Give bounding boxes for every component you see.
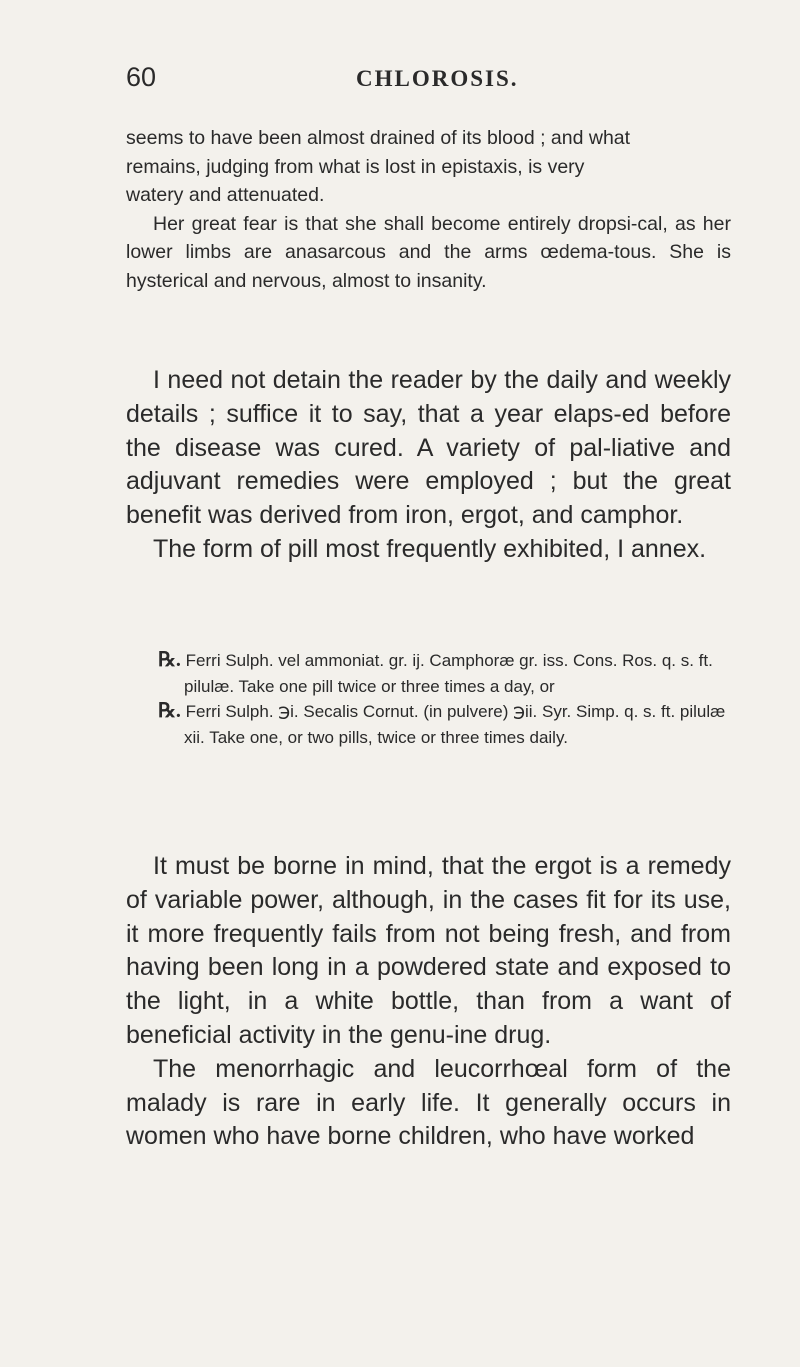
treatment-section	[126, 364, 731, 567]
prescription-item	[158, 699, 728, 750]
case-description	[126, 124, 731, 296]
paragraph: It must be borne in mind, that the ergot is a remedy of variable power, although, in the cases fit for its use, it more frequently fails from not being fresh, and from having been long in a powdered state and exposed to the light, in a white bottle, than from a want of beneficial activity in the genu-ine drug.	[126, 852, 731, 1049]
ergot-discussion	[126, 850, 731, 1154]
prescription-text: Ferri Sulph. ℈i. Secalis Cornut. (in pulvere) ℈ii. Syr. Simp. q. s. ft. pilulæ xii. Take one, or two pills, twice or three times daily.	[184, 702, 726, 747]
prescription-block	[158, 648, 728, 750]
text-line: remains, judging from what is lost in epistaxis, is very	[126, 155, 585, 178]
running-head: CHLOROSIS.	[356, 66, 519, 91]
page-number: 60	[126, 62, 157, 92]
paragraph: The form of pill most frequently exhibited, I annex.	[153, 534, 707, 563]
text-line: seems to have been almost drained of its blood ; and what	[126, 127, 631, 149]
recipe-symbol: ℞.	[158, 649, 181, 671]
prescription-text: Ferri Sulph. vel ammoniat. gr. ij. Camphoræ gr. iss. Cons. Ros. q. s. ft. pilulæ. Take one pill twice or three times a day, or	[184, 651, 713, 696]
paragraph: The menorrhagic and leucorrhœal form of the malady is rare in early life. It generally occurs in women who have borne children, who have worked	[126, 1054, 731, 1151]
prescription-item	[158, 648, 728, 699]
paragraph: I need not detain the reader by the daily and weekly details ; suffice it to say, that a year elaps-ed before the disease was cured. A variety of pal-liative and adjuvant remedies were employed ; but the great benefit was derived from iron, ergot, and camphor.	[126, 366, 731, 530]
text-line: watery and attenuated.	[126, 184, 325, 207]
page-header	[126, 62, 726, 102]
recipe-symbol: ℞.	[158, 700, 181, 722]
paragraph: Her great fear is that she shall become entirely dropsi-cal, as her lower limbs are anasarcous and the arms œdema-tous. She is hysterical and nervous, almost to insanity.	[126, 212, 731, 292]
